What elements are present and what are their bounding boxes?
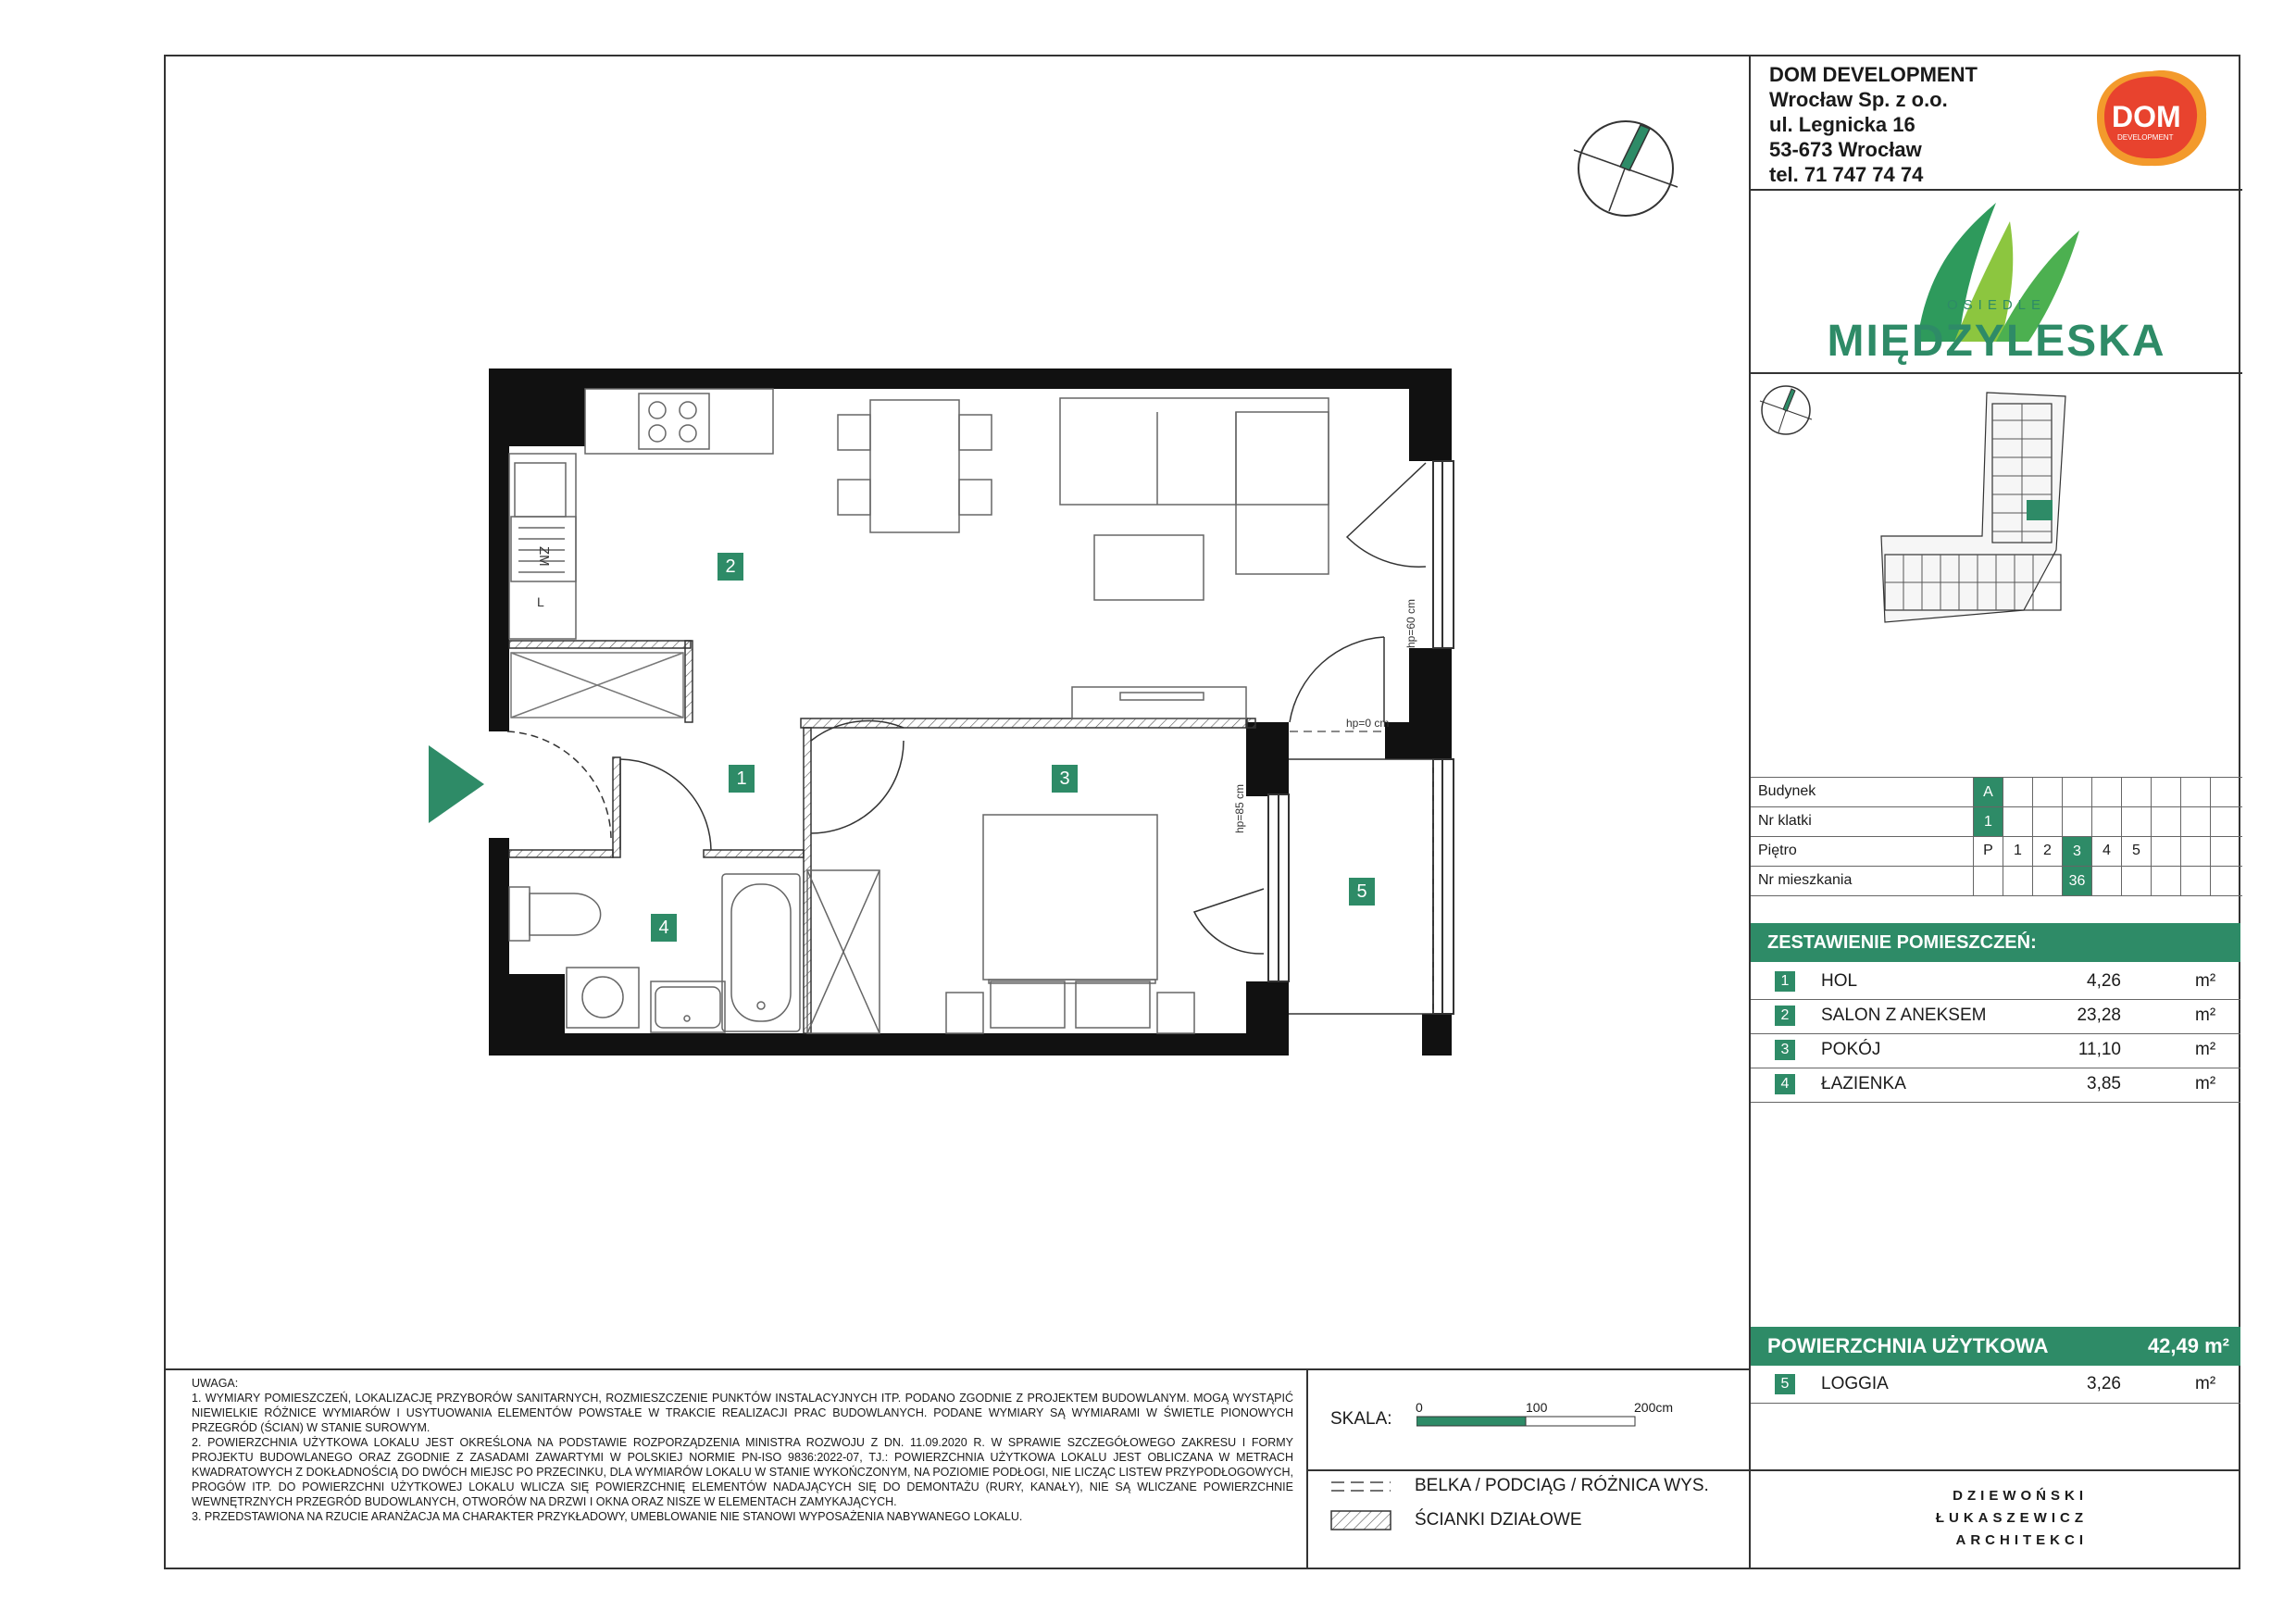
total-area-value: 42,49 m² — [2147, 1334, 2229, 1357]
scale-tick-100: 100 — [1526, 1400, 1548, 1415]
note-2: 2. POWIERZCHNIA UŻYTKOWA LOKALU JEST OKREŚLONA NA PODSTAWIE ROZPORZĄDZENIA MINISTRA ROZWOJU Z DN. 11.09.2020 R. W SPRAWIE SZCZEGÓŁOWEGO ZAKRESU I FORMY PROJEKTU BUDOWLANEGO ORAZ ZGODNIE Z ZASADAMI ZAWARTYMI W POLSKIEJ NORMIE PN-ISO 9836:2022-07, TJ.: POWIERZCHNIA UŻYTKOWA LOKALU JEST OBLICZANA W METRACH KWADRATOWYCH Z DOKŁADNOŚCIĄ DO DWÓCH MIEJSC PO PRZECINKU, DLA WYMIARÓW LOKALU W STANIE WYKOŃCZONYM, NA POZIOMIE PODŁOGI, NIE LICZĄC LISTEW PRZYPODŁOGOWYCH, PROGÓW ITP. DO POWIERZCHNI UŻYTKOWEJ LOKALU WLICZA SIĘ POWIERZCHNIĘ ELEMENTÓW NADAJĄCYCH SIĘ DO DEMONTAŻU (RURY, KANAŁY), NIE SĄ WLICZANE POWIERZCHNIE WEWNĘTRZNYCH PRZEGRÓD BUDOWLANYCH, OTWORÓW NA DRZWI I OKNA ORAZ NISZE W ELEMENTACH ZAMYKAJĄCYCH. — [192, 1436, 1293, 1508]
project-subtitle: OSIEDLE — [1946, 297, 2047, 313]
architect-line1: DZIEWOŃSKI — [1953, 1488, 2088, 1504]
mieszkanie-label: Nr mieszkania — [1758, 872, 1853, 888]
room-unit: m² — [2195, 1006, 2216, 1025]
budynek-value: A — [1974, 778, 2003, 806]
room-name: ŁAZIENKA — [1821, 1074, 1906, 1093]
room-number: 4 — [1775, 1074, 1795, 1094]
plan-room-label-3: 3 — [1052, 765, 1078, 793]
architect-logo — [1921, 1485, 2088, 1552]
pietro-label: Piętro — [1758, 843, 1797, 858]
room-number: 1 — [1775, 971, 1795, 992]
loggia-name: LOGGIA — [1821, 1374, 1889, 1393]
company-phone: tel. 71 747 74 74 — [1769, 163, 1924, 186]
hp0-label: hp=0 cm — [1346, 717, 1390, 730]
plan-room-label-1: 1 — [729, 765, 755, 793]
balcony-door — [1290, 463, 1426, 722]
unit-highlight — [2027, 500, 2053, 520]
architect-line2: ŁUKASZEWICZ — [1935, 1510, 2088, 1526]
klatka-label: Nr klatki — [1758, 813, 1812, 829]
room-number: 3 — [1775, 1040, 1795, 1060]
total-area-bar — [1751, 1327, 2240, 1366]
dom-logo-subtext: DEVELOPMENT — [2117, 133, 2174, 142]
room-name: POKÓJ — [1821, 1040, 1881, 1059]
notes-title: UWAGA: — [192, 1377, 239, 1390]
klatka-value: 1 — [1974, 807, 2003, 836]
floor-3-selected: 3 — [2063, 837, 2091, 866]
legend-symbols — [1329, 1480, 1394, 1535]
company-city: 53-673 Wrocław — [1769, 138, 1922, 161]
room-unit: m² — [2195, 1040, 2216, 1059]
dom-logo-text: DOM — [2112, 100, 2181, 133]
project-title: MIĘDZYLESKA — [1827, 317, 2166, 366]
hp85-label: hp=85 cm — [1233, 783, 1246, 833]
company-street: ul. Legnicka 16 — [1769, 113, 1915, 136]
company-name-2: Wrocław Sp. z o.o. — [1769, 88, 1948, 111]
company-name: DOM DEVELOPMENT — [1769, 63, 1978, 86]
info-panel — [1749, 55, 2240, 1569]
plan-room-label-2: 2 — [718, 553, 743, 581]
building-key-plan — [1848, 383, 2126, 749]
room-area: 3,85 — [2087, 1074, 2121, 1093]
note-1: 1. WYMIARY POMIESZCZEŃ, LOKALIZACJĘ PRZYBORÓW SANITARNYCH, ROZMIESZCZENIE PUNKTÓW INSTALACYJNYCH ITP. PODANO ZGODNIE Z PROJEKTEM BUDOWLANYM. MOGĄ WYSTĄPIĆ NIEWIELKIE RÓŻNICE WYMIARÓW I USYTUOWANIA ELEMENTÓW POWSTAŁE W TRAKCIE REALIZACJI PRAC BUDOWLANYCH. PODANE WYMIARY SĄ WYMIARAMI W ŚWIETLE PIONOWYCH PRZEGRÓD (ŚCIAN) W STANIE SUROWYM. — [192, 1392, 1293, 1434]
total-area-label: POWIERZCHNIA UŻYTKOWA — [1767, 1334, 2049, 1357]
exterior-walls — [489, 369, 1452, 1056]
dom-development-logo — [2091, 66, 2212, 172]
room-name: HOL — [1821, 971, 1858, 991]
hp60-label: hp=60 cm — [1404, 598, 1417, 648]
room-area: 4,26 — [2087, 971, 2121, 991]
wardrobe — [511, 653, 683, 718]
floor-2: 2 — [2043, 843, 2052, 858]
loggia-number: 5 — [1775, 1374, 1795, 1394]
entrance-arrow-icon — [429, 745, 484, 823]
room-unit: m² — [2195, 1074, 2216, 1093]
floor-5: 5 — [2132, 843, 2140, 858]
floor-1: 1 — [2014, 843, 2022, 858]
scale-label: SKALA: — [1330, 1409, 1392, 1429]
plan-room-label-5: 5 — [1349, 878, 1375, 906]
beam-lines — [1290, 731, 1433, 1014]
sofa — [1060, 398, 1329, 600]
room-area: 11,10 — [2078, 1040, 2121, 1059]
mieszkanie-value: 36 — [2063, 867, 2091, 895]
tv-cabinet — [1072, 687, 1246, 718]
scale-tick-200: 200cm — [1634, 1400, 1674, 1415]
zm-label: ZM — [536, 546, 552, 567]
plan-room-label-4: 4 — [651, 914, 677, 942]
room-number: 2 — [1775, 1006, 1795, 1026]
l-label: L — [537, 594, 544, 609]
dining-table — [838, 400, 992, 532]
room-area: 23,28 — [2077, 1006, 2121, 1025]
architect-line3: ARCHITEKCI — [1955, 1532, 2088, 1548]
room-name: SALON Z ANEKSEM — [1821, 1006, 1987, 1025]
legend-walls: ŚCIANKI DZIAŁOWE — [1415, 1510, 1582, 1530]
scale-bar — [1416, 1415, 1639, 1428]
room-unit: m² — [2195, 971, 2216, 991]
doors — [507, 720, 1264, 954]
bed — [946, 815, 1194, 1033]
north-arrow-icon — [1574, 121, 1678, 216]
floor-p: P — [1983, 843, 1993, 858]
budynek-label: Budynek — [1758, 783, 1816, 799]
loggia-unit: m² — [2195, 1374, 2216, 1393]
scale-tick-0: 0 — [1416, 1400, 1423, 1415]
legend-beam: BELKA / PODCIĄG / RÓŻNICA WYS. — [1415, 1476, 1709, 1495]
rooms-header: ZESTAWIENIE POMIESZCZEŃ: — [1751, 923, 2240, 962]
floor-4: 4 — [2103, 843, 2111, 858]
company-address — [1769, 62, 1978, 187]
note-3: 3. PRZEDSTAWIONA NA RZUCIE ARANŻACJA MA CHARAKTER PRZYKŁADOWY, UMEBLOWANIE NIE STANOWI WYPOSAŻENIA NABYWANEGO LOKALU. — [192, 1510, 1023, 1523]
notes-block — [192, 1376, 1293, 1524]
loggia-area: 3,26 — [2087, 1374, 2121, 1393]
mini-compass-icon — [1758, 382, 1814, 438]
